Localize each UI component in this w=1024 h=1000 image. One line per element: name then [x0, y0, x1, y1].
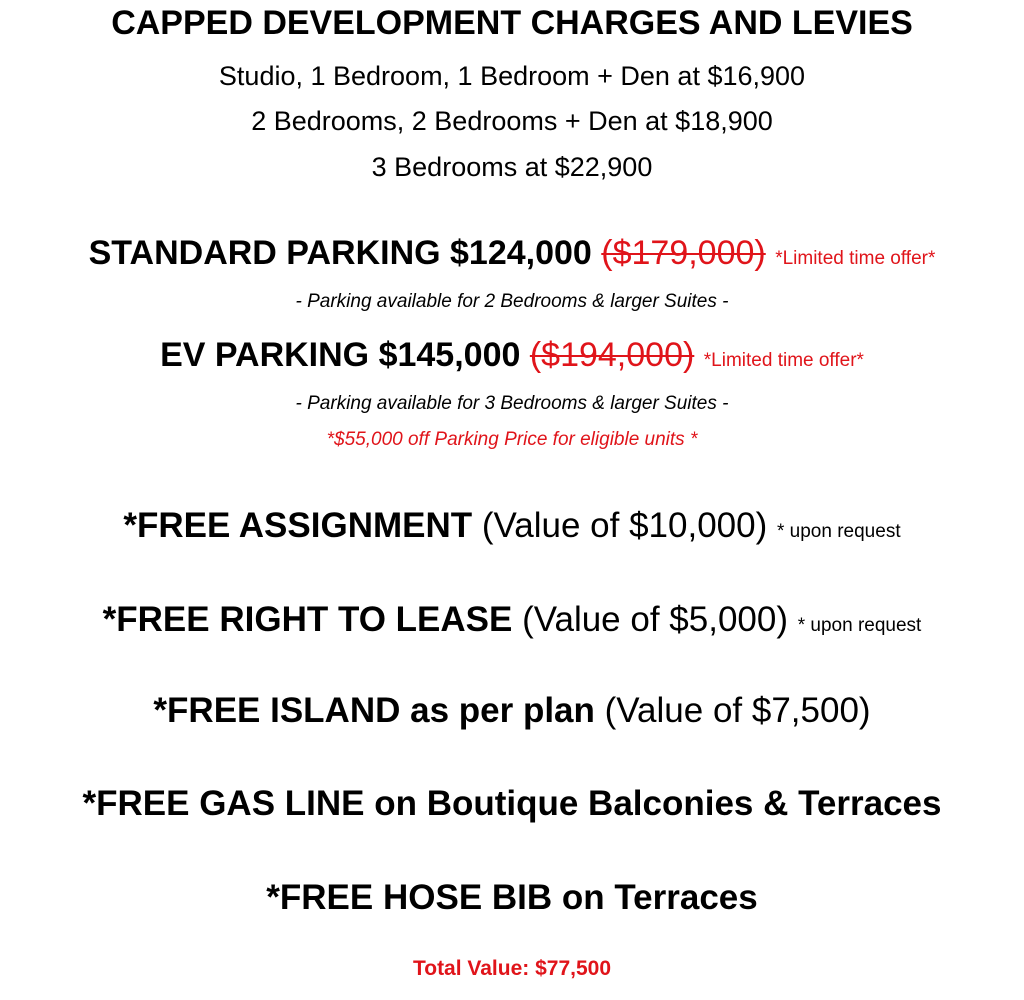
- ev-parking-offer: *Limited time offer*: [703, 350, 864, 371]
- development-charge-line: Studio, 1 Bedroom, 1 Bedroom + Den at $16,900: [218, 61, 806, 91]
- ev-parking-note: - Parking available for 3 Bedrooms & larger Suites -: [295, 393, 729, 414]
- incentive-free-gas-line: [0, 786, 1024, 821]
- ev-parking-original-price: ($194,000): [529, 336, 695, 374]
- incentive-free-hose-bib: [0, 880, 1024, 915]
- incentive-free-assignment: [0, 508, 1024, 543]
- incentive-title: *FREE RIGHT TO LEASE: [102, 600, 513, 639]
- incentive-value: (Value of $5,000): [522, 600, 788, 639]
- page-title: CAPPED DEVELOPMENT CHARGES AND LEVIES: [111, 4, 913, 42]
- incentive-note: * upon request: [797, 615, 922, 636]
- incentive-free-island: [0, 693, 1024, 728]
- incentive-note: * upon request: [777, 521, 901, 542]
- parking-discount-note: *$55,000 off Parking Price for eligible units *: [326, 429, 698, 450]
- development-charge-line: 3 Bedrooms at $22,900: [371, 152, 653, 182]
- incentive-title: *FREE GAS LINE on Boutique Balconies & Terraces: [82, 784, 942, 823]
- development-charge-line: 2 Bedrooms, 2 Bedrooms + Den at $18,900: [251, 106, 773, 136]
- standard-parking-original-price: ($179,000): [601, 234, 766, 272]
- ev-parking-price: EV PARKING $145,000: [160, 336, 521, 374]
- total-value: Total Value: $77,500: [412, 957, 612, 980]
- incentive-free-right-to-lease: [0, 602, 1024, 637]
- standard-parking-row: [0, 236, 1024, 270]
- incentive-title: *FREE ISLAND as per plan: [153, 691, 595, 730]
- ev-parking-row: [0, 338, 1024, 372]
- standard-parking-note: - Parking available for 2 Bedrooms & larger Suites -: [295, 291, 729, 312]
- incentive-title: *FREE ASSIGNMENT: [123, 506, 473, 545]
- incentive-value: (Value of $10,000): [481, 506, 768, 545]
- standard-parking-price: STANDARD PARKING $124,000: [88, 234, 592, 272]
- incentive-title: *FREE HOSE BIB on Terraces: [266, 878, 758, 917]
- standard-parking-offer: *Limited time offer*: [775, 248, 936, 269]
- incentive-value: (Value of $7,500): [604, 691, 871, 730]
